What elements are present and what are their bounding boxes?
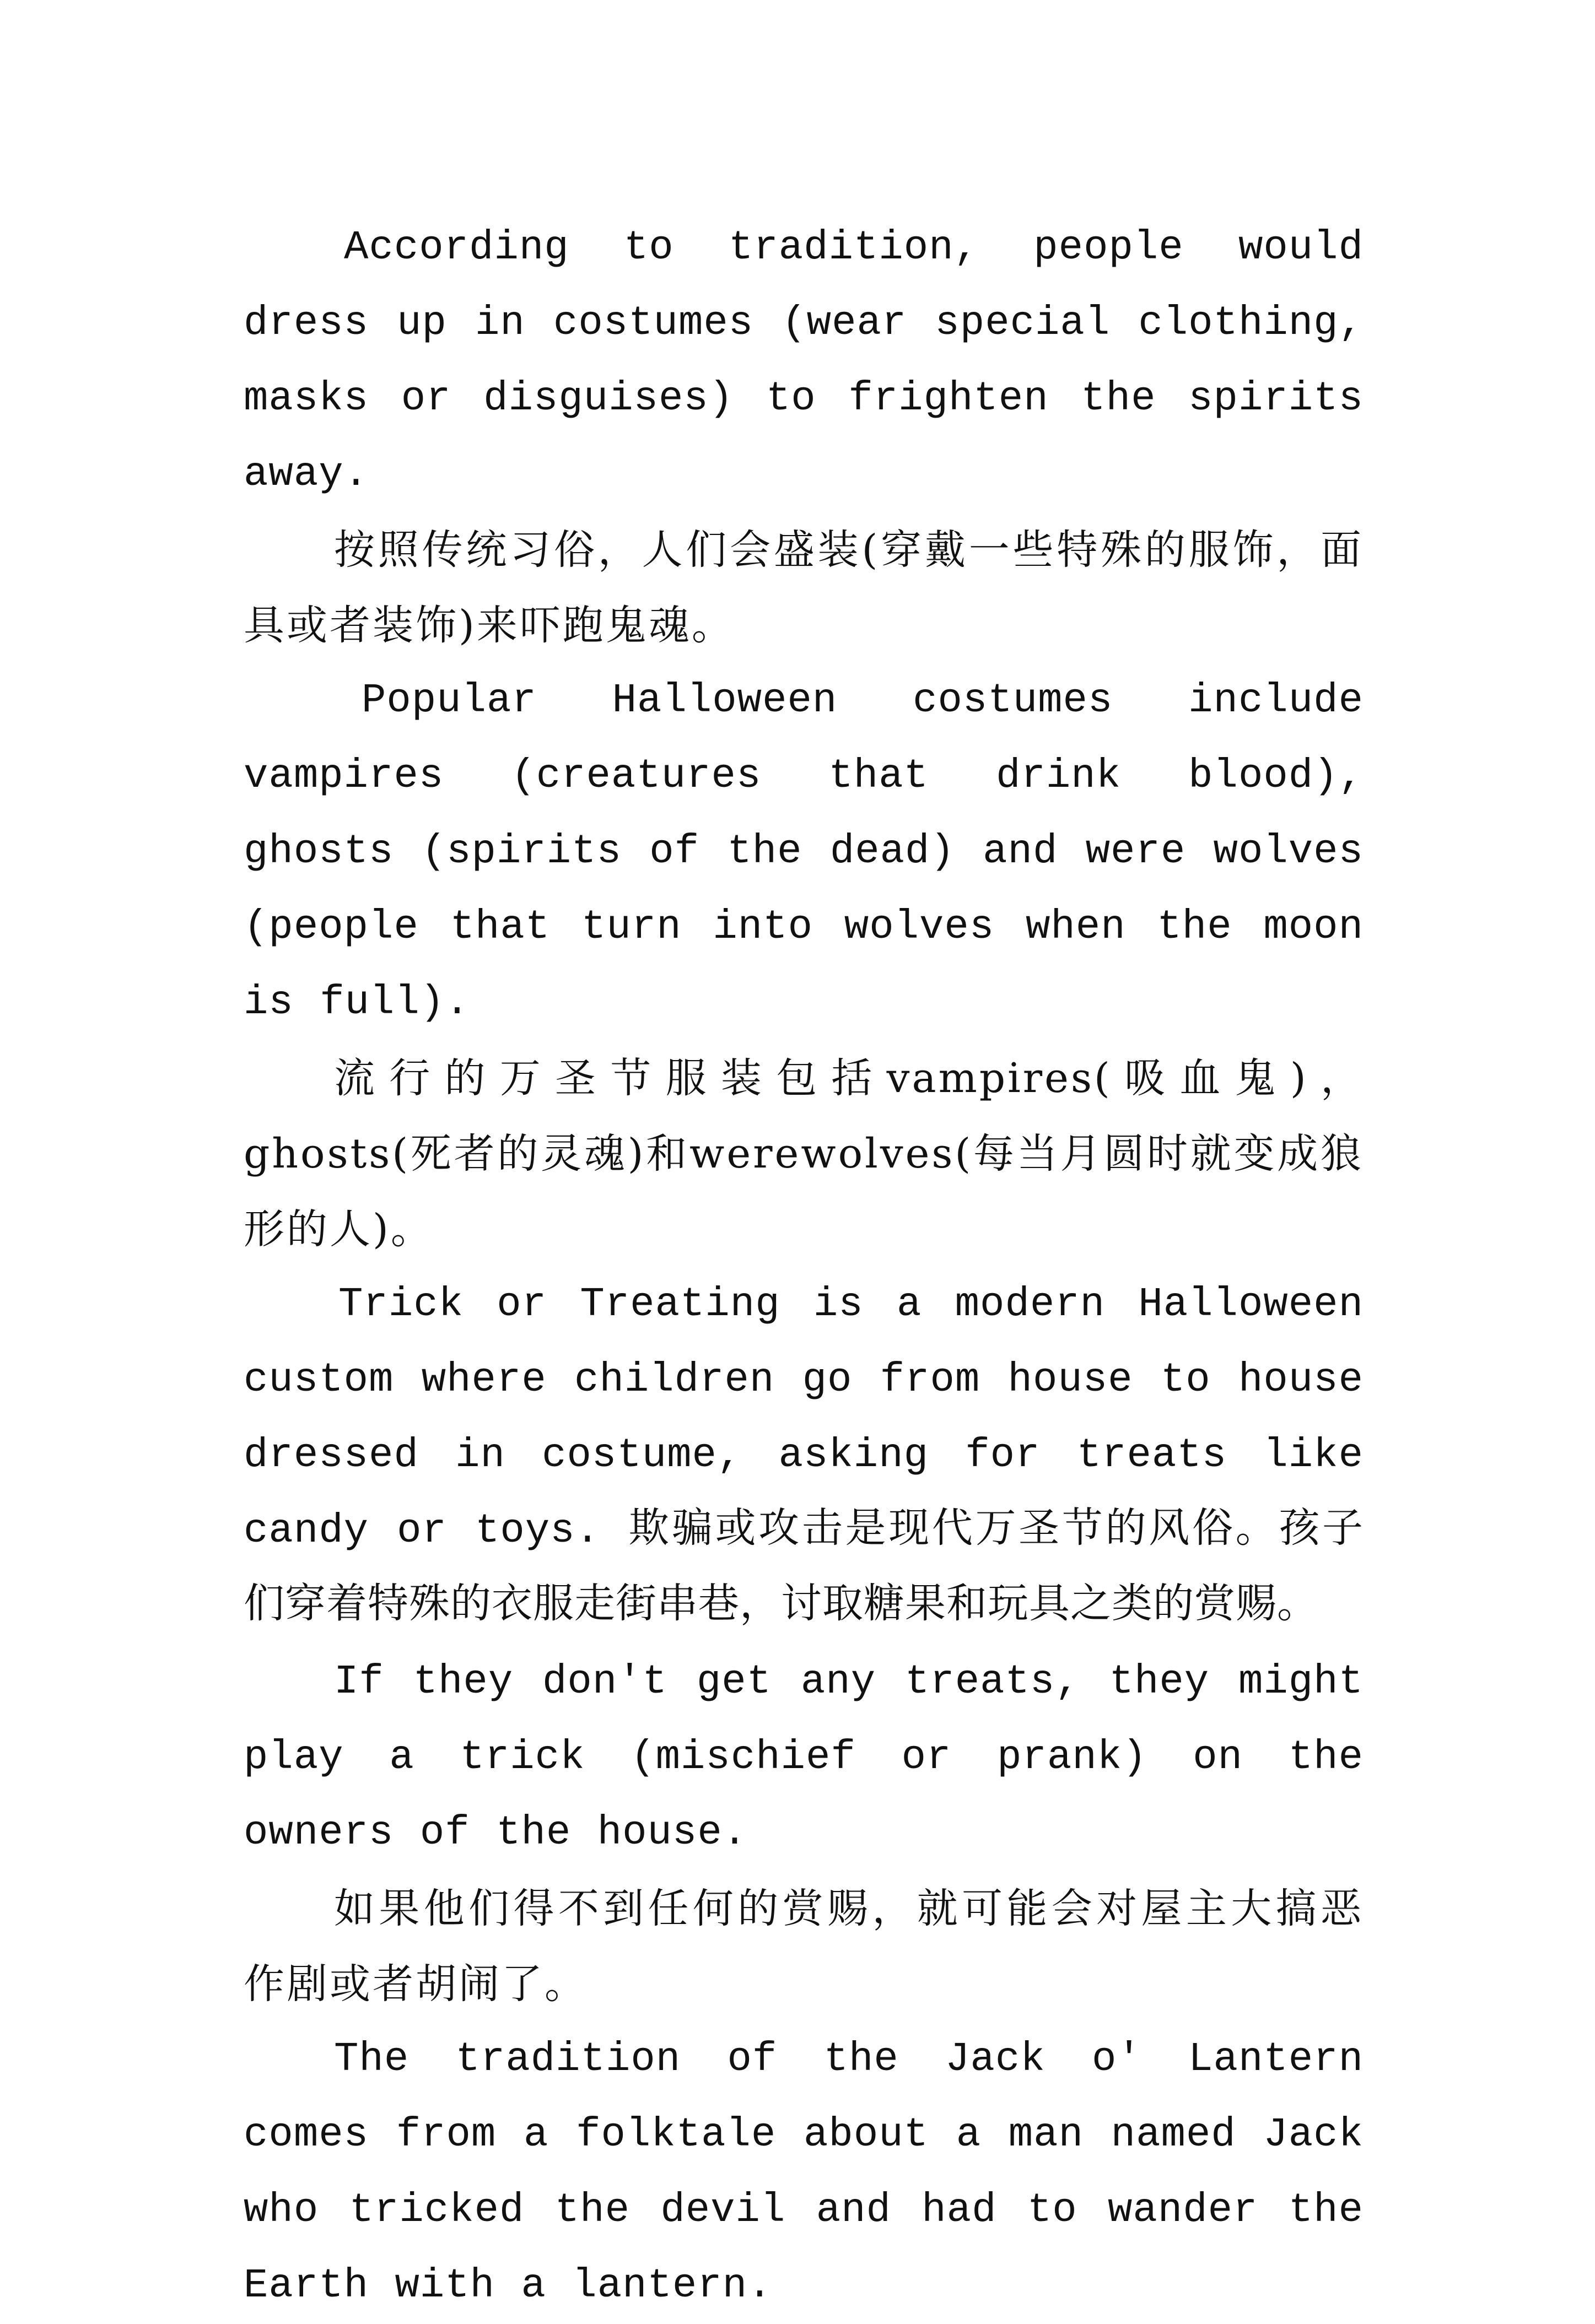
paragraph-costumes-tradition-en: According to tradition, people would dress up in costumes (wear special clothing, masks or disguises) to frighten the spirits away.	[244, 225, 1364, 498]
paragraph-trick-consequence-zh: 如果他们得不到任何的赏赐，就可能会对屋主大搞恶作剧或者胡闹了。	[244, 1885, 1364, 2008]
paragraph-costumes-tradition-zh: 按照传统习俗，人们会盛装(穿戴一些特殊的服饰，面具或者装饰)来吓跑鬼魂。	[244, 526, 1364, 649]
paragraph-jack-o-lantern-en: The tradition of the Jack o' Lantern comes from a folktale about a man named Jack who tricked the devil and had to wander the Earth with a lantern.	[244, 2036, 1364, 2309]
paragraph-trick-consequence-en: If they don't get any treats, they might play a trick (mischief or prank) on the owners of the house.	[244, 1659, 1364, 1856]
paragraph-popular-costumes-en: Popular Halloween costumes include vampires (creatures that drink blood), ghosts (spirits of the dead) and were wolves (people that turn into wolves when the moon is full).	[244, 678, 1364, 1026]
paragraph-trick-or-treating: Trick or Treating is a modern Halloween custom where children go from house to house dressed in costume, asking for treats like candy or toys. 欺骗或攻击是现代万圣节的风俗。孩子们穿着特殊的衣服走街串巷，讨取糖果和玩具之类的赏赐。	[244, 1282, 1364, 1630]
document-body	[244, 210, 1364, 2324]
paragraph-popular-costumes-zh: 流行的万圣节服装包括vampires(吸血鬼)，ghosts(死者的灵魂)和werewolves(每当月圆时就变成狼形的人)。	[244, 1055, 1364, 1253]
